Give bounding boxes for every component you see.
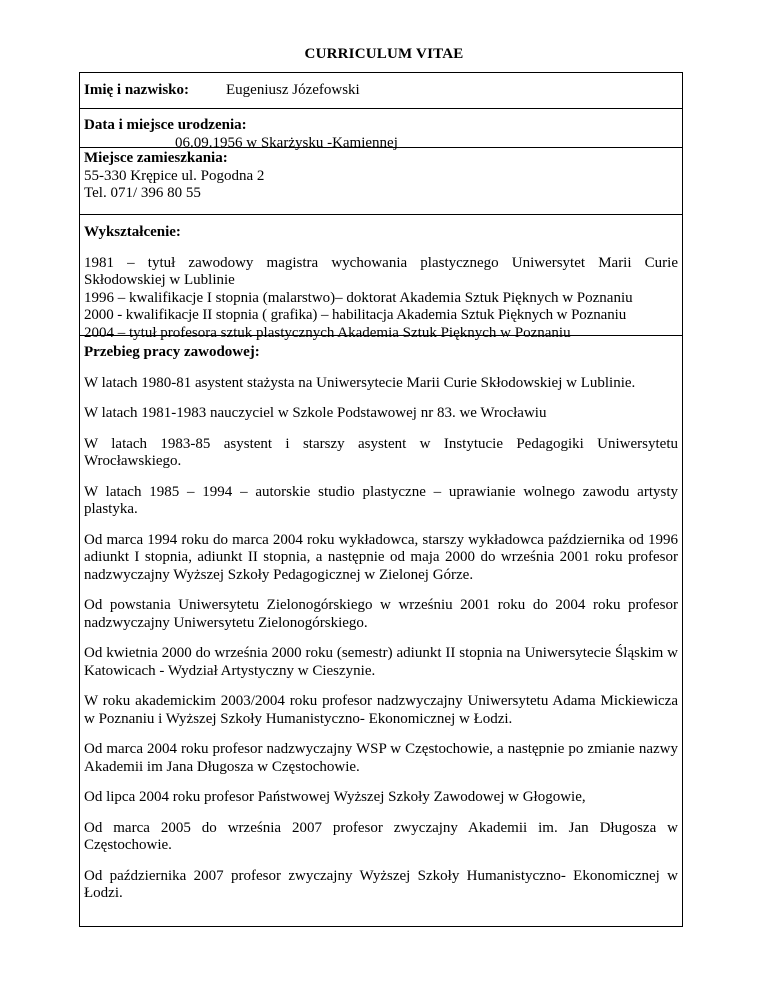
work-item: W latach 1983-85 asystent i starszy asystent w Instytucie Pedagogiki Uniwersytetu Wrocławskiego. — [84, 435, 678, 469]
education-item: 2000 - kwalifikacje II stopnia ( grafika) – habilitacja Akademia Sztuk Pięknych w Poznaniu — [84, 307, 627, 323]
work-item: Od powstania Uniwersytetu Zielonogórskiego w wrześniu 2001 roku do 2004 roku profesor nadzwyczajny Uniwersytetu Zielonogórskiego. — [84, 597, 678, 631]
cv-table — [79, 72, 683, 927]
birth-value: 06.09.1956 w Skarżysku -Kamiennej — [175, 134, 398, 151]
work-label: Przebieg pracy zawodowej: — [84, 344, 260, 360]
work-list — [84, 375, 678, 903]
work-item: W roku akademickim 2003/2004 roku profesor nadzwyczajny Uniwersytetu Adama Mickiewicza w Poznaniu i Wyższej Szkoły Humanistyczno- Ekonomicznej w Łodzi. — [84, 693, 678, 727]
birth-label: Data i miejsce urodzenia: — [84, 117, 247, 133]
residence-label: Miejsce zamieszkania: — [84, 150, 228, 166]
name-section — [80, 73, 682, 109]
work-item: Od kwietnia 2000 do września 2000 roku (semestr) adiunkt II stopnia na Uniwersytecie Śląskim w Katowicach - Wydział Artystyczny w Cieszynie. — [84, 645, 678, 679]
education-item: 2004 – tytuł profesora sztuk plastycznych Akademia Sztuk Pięknych w Poznaniu — [84, 324, 571, 341]
residence-address: 55-330 Krępice ul. Pogodna 2 — [84, 167, 265, 184]
birth-section — [80, 109, 682, 151]
work-item: Od marca 2004 roku profesor nadzwyczajny WSP w Częstochowie, a następnie po zmianie nazwy Akademii im Jana Długosza w Częstochowie. — [84, 741, 678, 775]
education-list — [84, 255, 678, 343]
education-item: 1996 – kwalifikacje I stopnia (malarstwo)– doktorat Akademia Sztuk Pięknych w Poznaniu — [84, 289, 633, 306]
work-item: W latach 1981-1983 nauczyciel w Szkole Podstawowej nr 83. we Wrocławiu — [84, 405, 547, 421]
residence-phone: Tel. 071/ 396 80 55 — [84, 185, 201, 201]
work-item: W latach 1985 – 1994 – autorskie studio plastyczne – uprawianie wolnego zawodu artysty plastyka. — [84, 483, 678, 517]
work-item: Od lipca 2004 roku profesor Państwowej Wyższej Szkoły Zawodowej w Głogowie, — [84, 789, 586, 805]
residence-section — [80, 148, 682, 215]
name-value: Eugeniusz Józefowski — [226, 82, 360, 98]
work-item: Od marca 1994 roku do marca 2004 roku wykładowca, starszy wykładowca października od 1996 adiunkt I stopnia, adiunkt II stopnia, a następnie od maja 2000 do września 2001 roku profesor nadzwyczajny Wyższej Szkoły Pedagogicznej w Zielonej Górze. — [84, 531, 678, 583]
education-label: Wykształcenie: — [84, 224, 181, 240]
work-item: Od marca 2005 do września 2007 profesor zwyczajny Akademii im. Jan Długosza w Częstochowie. — [84, 819, 678, 853]
education-section — [80, 215, 682, 341]
work-item: W latach 1980-81 asystent stażysta na Uniwersytecie Marii Curie Skłodowskiej w Lublinie. — [84, 374, 636, 391]
education-item: 1981 – tytuł zawodowy magistra wychowania plastycznego Uniwersytet Marii Curie Skłodowskiej w Lublinie — [84, 254, 678, 288]
work-section — [80, 336, 682, 927]
work-item: Od października 2007 profesor zwyczajny Wyższej Szkoły Humanistyczno- Ekonomicznej w Łodzi. — [84, 867, 678, 901]
document-title: CURRICULUM VITAE — [304, 46, 464, 62]
name-label: Imię i nazwisko: — [84, 82, 189, 98]
